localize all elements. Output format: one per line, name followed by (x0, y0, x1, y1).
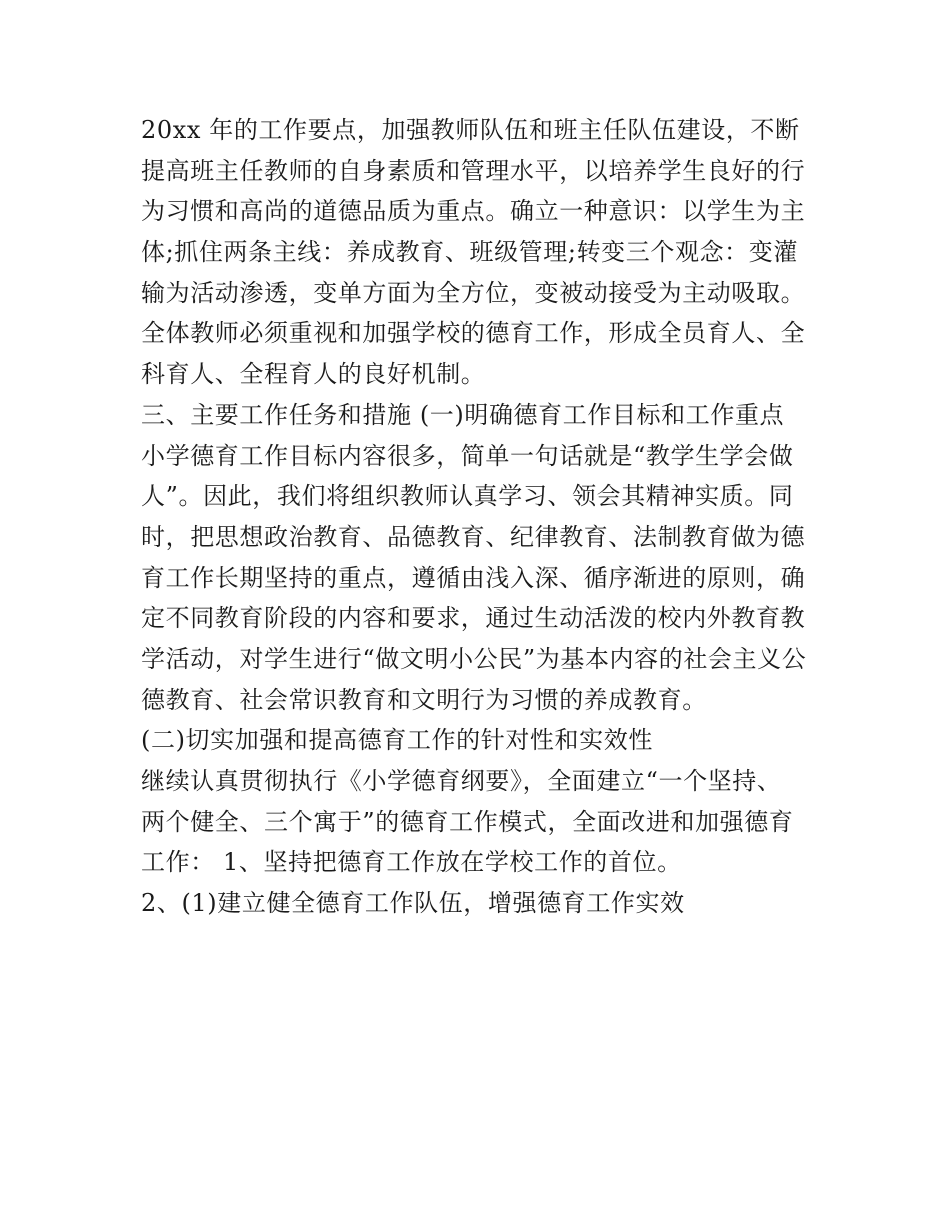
text-line: 科育人、全程育人的良好机制。 (141, 360, 486, 389)
text-line: 定不同教育阶段的内容和要求，通过生动活泼的校内外教育教 (141, 604, 806, 633)
text-line: 提高班主任教师的自身素质和管理水平，以培养学生良好的行 (141, 156, 806, 185)
text-line: 继续认真贯彻执行《小学德育纲要》，全面建立“一个坚持、 (141, 767, 782, 795)
text-line: 工作： 1、坚持把德育工作放在学校工作的首位。 (141, 848, 682, 877)
text-line: 体;抓住两条主线：养成教育、班级管理;转变三个观念：变灌 (141, 238, 798, 267)
text-line: 学活动，对学生进行“做文明小公民”为基本内容的社会主义公 (141, 644, 807, 673)
text-line: 人”。因此，我们将组织教师认真学习、领会其精神实质。同 (141, 482, 794, 511)
text-line: 为习惯和高尚的道德品质为重点。确立一种意识：以学生为主 (141, 197, 806, 226)
text-line: 20xx 年的工作要点，加强教师队伍和班主任队伍建设，不断 (141, 116, 800, 144)
text-line: 全体教师必须重视和加强学校的德育工作，形成全员育人、全 (141, 319, 806, 348)
section-heading: 三、主要工作任务和措施 (一)明确德育工作目标和工作重点 (141, 400, 785, 429)
subsection-heading: (二)切实加强和提高德育工作的针对性和实效性 (141, 726, 653, 755)
text-line: 育工作长期坚持的重点，遵循由浅入深、循序渐进的原则，确 (141, 563, 806, 592)
text-line: 德教育、社会常识教育和文明行为习惯的养成教育。 (141, 685, 707, 714)
text-line: 2、(1)建立健全德育工作队伍，增强德育工作实效 (141, 889, 685, 918)
text-line: 小学德育工作目标内容很多，简单一句话就是“教学生学会做 (141, 441, 794, 470)
text-line: 两个健全、三个寓于”的德育工作模式，全面改进和加强德育 (141, 807, 794, 836)
text-line: 时，把思想政治教育、品德教育、纪律教育、法制教育做为德 (141, 522, 806, 551)
document-body (141, 110, 821, 924)
text-line: 输为活动渗透，变单方面为全方位，变被动接受为主动吸取。 (141, 278, 806, 307)
